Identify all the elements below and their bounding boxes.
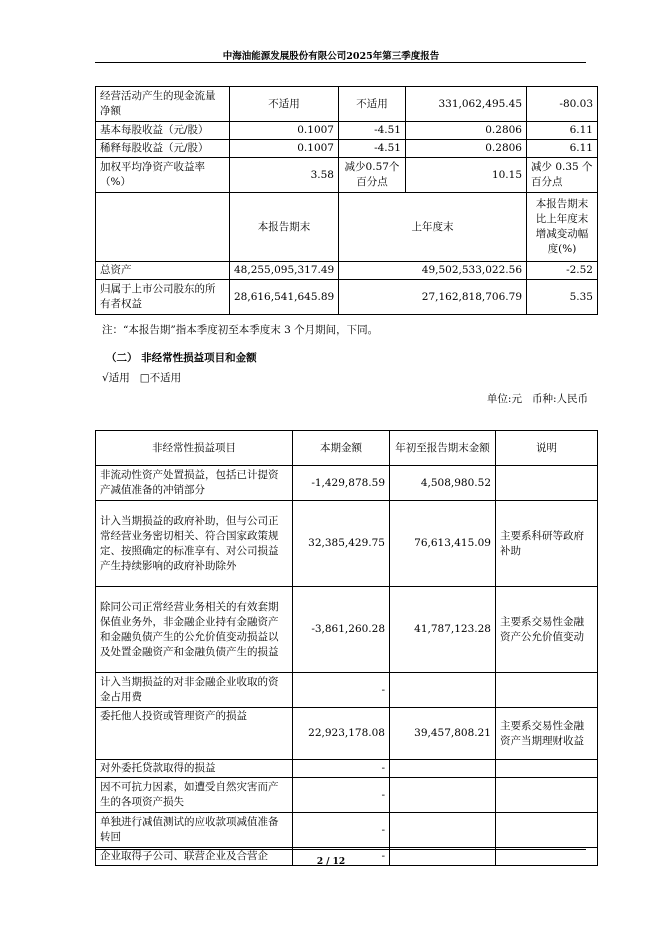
ytd-amount-cell (390, 813, 496, 848)
page-header: 中海油能源发展股份有限公司2025年第三季度报告 (222, 51, 440, 62)
column-header: 上年度末 (339, 193, 527, 262)
item-cell: 对外委托贷款取得的损益 (96, 760, 293, 778)
ytd-amount-cell: 4,508,980.52 (390, 466, 496, 501)
cell: -80.03 (527, 87, 598, 122)
table-row (96, 122, 598, 140)
ytd-amount-cell: 41,787,123.28 (390, 587, 496, 673)
table-row (96, 262, 598, 280)
row-label: 归属于上市公司股东的所有者权益 (96, 280, 230, 315)
table-row (96, 501, 598, 587)
table-row (96, 466, 598, 501)
column-header: 本报告期末 (230, 193, 339, 262)
item-cell: 单独进行减值测试的应收款项减值准备转回 (96, 813, 293, 848)
header-divider (95, 62, 586, 63)
item-cell: 非流动性资产处置损益，包括已计提资产减值准备的冲销部分 (96, 466, 293, 501)
column-header: 本报告期末比上年度末增减变动幅度(%) (527, 193, 598, 262)
note-cell (496, 673, 598, 708)
table-row (96, 280, 598, 315)
column-header: 说明 (496, 431, 598, 466)
note-cell: 主要系交易性金融资产公允价值变动 (496, 587, 598, 673)
note-cell: 主要系科研等政府补助 (496, 501, 598, 587)
cell: 5.35 (527, 280, 598, 315)
applicable-checked-option: √适用 (102, 372, 130, 384)
current-amount-cell: -1,429,878.59 (293, 466, 390, 501)
column-header: 年初至报告期末金额 (390, 431, 496, 466)
ytd-amount-cell: 76,613,415.09 (390, 501, 496, 587)
cell: -4.51 (339, 122, 406, 140)
current-amount-cell: 32,385,429.75 (293, 501, 390, 587)
key-financial-data-table (95, 86, 598, 315)
column-header: 非经常性损益项目 (96, 431, 293, 466)
row-label: 加权平均净资产收益率（%） (96, 158, 230, 193)
cell: 不适用 (230, 87, 339, 122)
page-number: 2 / 12 (316, 857, 346, 867)
item-cell: 委托他人投资或管理资产的损益 (96, 708, 293, 760)
section-title: （二） 非经常性损益项目和金额 (106, 352, 257, 364)
cell: 6.11 (527, 140, 598, 158)
cell: 减少 0.35 个百分点 (527, 158, 598, 193)
item-cell: 计入当期损益的对非金融企业收取的资金占用费 (96, 673, 293, 708)
current-amount-cell: - (293, 778, 390, 813)
column-header: 本期金额 (293, 431, 390, 466)
cell: 48,255,095,317.49 (230, 262, 339, 280)
cell: -2.52 (527, 262, 598, 280)
row-label: 基本每股收益（元/股） (96, 122, 230, 140)
table-row (96, 813, 598, 848)
table-row (96, 778, 598, 813)
cell: 0.1007 (230, 140, 339, 158)
row-label: 总资产 (96, 262, 230, 280)
item-cell: 企业取得子公司、联营企业及合营企 (96, 848, 293, 866)
row-label: 经营活动产生的现金流量净额 (96, 87, 230, 122)
cell: 不适用 (339, 87, 406, 122)
unit-label: 单位:元 (486, 393, 522, 405)
table-header-row (96, 431, 598, 466)
current-amount-cell: - (293, 848, 390, 866)
item-cell: 除同公司正常经营业务相关的有效套期保值业务外，非金融企业持有金融资产和金融负债产生的公允价值变动损益以及处置金融资产和金融负债产生的损益 (96, 587, 293, 673)
table-subheader-row (96, 193, 598, 262)
note-cell (496, 778, 598, 813)
table-row (96, 587, 598, 673)
table-row (96, 140, 598, 158)
current-amount-cell: - (293, 673, 390, 708)
footnote: 注：“本报告期”指本季度初至本季度末 3 个月期间，下同。 (102, 324, 379, 336)
note-cell: 主要系交易性金融资产当期理财收益 (496, 708, 598, 760)
table-row (96, 708, 598, 760)
empty-cell (96, 193, 230, 262)
currency-label: 币种:人民币 (531, 393, 588, 405)
current-amount-cell: - (293, 760, 390, 778)
cell: 6.11 (527, 122, 598, 140)
ytd-amount-cell (390, 673, 496, 708)
note-cell (496, 466, 598, 501)
current-amount-cell: 22,923,178.08 (293, 708, 390, 760)
cell: 27,162,818,706.79 (339, 280, 527, 315)
footer-divider (95, 849, 586, 850)
table-row (96, 760, 598, 778)
cell: 49,502,533,022.56 (339, 262, 527, 280)
cell: 331,062,495.45 (406, 87, 527, 122)
unit-line (400, 391, 588, 406)
cell: 0.2806 (406, 122, 527, 140)
table-row (96, 158, 598, 193)
table-row (96, 673, 598, 708)
not-applicable-option: □不适用 (139, 372, 182, 384)
note-cell (496, 813, 598, 848)
item-cell: 因不可抗力因素，如遭受自然灾害而产生的各项资产损失 (96, 778, 293, 813)
applicability-options (102, 370, 181, 385)
current-amount-cell: - (293, 813, 390, 848)
note-cell (496, 760, 598, 778)
cell: 3.58 (230, 158, 339, 193)
cell: 0.1007 (230, 122, 339, 140)
cell: 28,616,541,645.89 (230, 280, 339, 315)
cell: 0.2806 (406, 140, 527, 158)
cell: 10.15 (406, 158, 527, 193)
item-cell: 计入当期损益的政府补助，但与公司正常经营业务密切相关、符合国家政策规定、按照确定的标准享有、对公司损益产生持续影响的政府补助除外 (96, 501, 293, 587)
ytd-amount-cell: 39,457,808.21 (390, 708, 496, 760)
ytd-amount-cell (390, 778, 496, 813)
current-amount-cell: -3,861,260.28 (293, 587, 390, 673)
non-recurring-items-table (95, 430, 598, 866)
cell: 减少0.57个百分点 (339, 158, 406, 193)
ytd-amount-cell (390, 760, 496, 778)
cell: -4.51 (339, 140, 406, 158)
table-row (96, 87, 598, 122)
row-label: 稀释每股收益（元/股） (96, 140, 230, 158)
